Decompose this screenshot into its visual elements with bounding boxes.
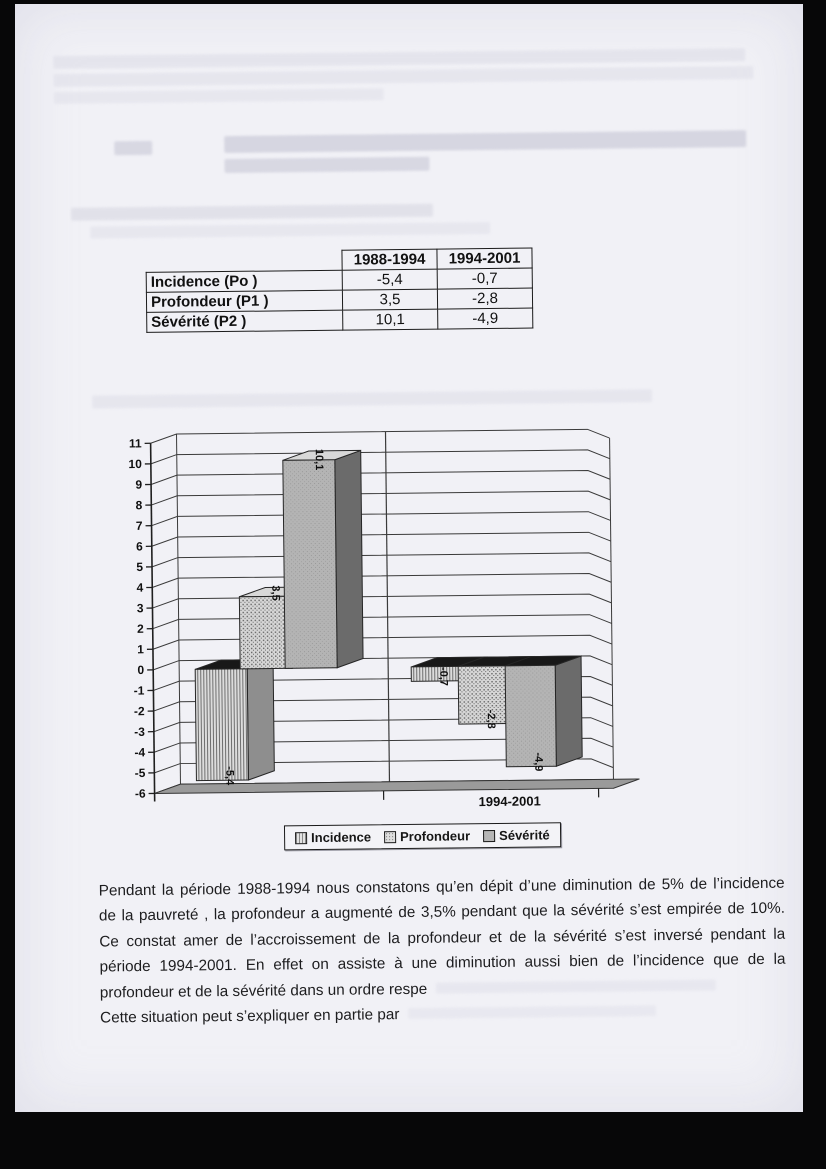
gridline [151,429,610,443]
faint-text-line [53,48,745,69]
legend-label: Incidence [311,829,372,846]
y-tick-label: 7 [135,518,143,533]
legend-item-incidence [295,829,371,845]
bar-value-label: 10,1 [312,448,325,471]
paragraph-line: Pendant la période 1988-1994 nous constatons qu’en dépit d’une diminution de 5% de l’incidence [98,874,785,900]
legend-item-profondeur [384,828,470,844]
y-tick-label: -2 [133,704,145,719]
faint-heading-line [224,130,746,153]
y-tick-label: 3 [136,601,144,616]
legend-label: Sévérité [499,827,550,843]
legend-item-severite [483,827,550,843]
value-cell: 10,1 [343,309,438,330]
faint-text-tail [436,979,716,993]
faint-heading-line [224,157,429,173]
value-cell: 3,5 [342,289,437,310]
y-tick-label: 4 [136,580,144,595]
faint-text-line [92,389,652,408]
gridline [152,594,611,608]
category-axis-label: 1994-2001 [478,793,541,810]
paragraph-line: période 1994-2001. En effet on assiste à une diminution aussi bien de l’incidence que de la [99,950,786,976]
bar-side-face [247,660,274,781]
y-tick-label: 6 [136,539,143,554]
chart-legend [284,822,561,850]
col-header: 1994-2001 [437,248,532,269]
col-header: 1988-1994 [342,249,437,270]
category-divider [385,432,389,782]
bar-value-label: -5,4 [223,766,236,786]
wall-edge [177,434,181,784]
row-label: Sévérité (P2 ) [147,310,343,332]
y-tick-label: -4 [134,745,146,760]
value-cell: -5,4 [342,269,437,290]
faint-text-line [71,204,433,221]
y-tick-label: 5 [136,559,144,575]
faint-text-tail [408,1005,656,1019]
row-label: Incidence (Po ) [146,270,342,292]
gridline [151,470,610,484]
value-cell: -0,7 [437,268,532,289]
faint-text-line [90,222,490,239]
page [15,4,803,1112]
bar-value-label: -2,8 [484,709,497,729]
paragraph-line: de la pauvreté , la profondeur a augmenté de 3,5% pendant que la sévérité s’est empirée de 10%. [98,900,786,925]
value-cell: -2,8 [437,288,532,309]
bar-side-face [555,656,582,766]
bar-value-label: -4,9 [532,752,545,772]
wall-edge [610,438,614,788]
bar-value-label: 3,5 [269,585,282,601]
bar-front-face [411,666,461,681]
legend-swatch-icon [384,831,396,843]
table-row [147,308,533,332]
paragraph [99,871,787,1031]
y-tick-label: -6 [134,786,146,801]
bar-value-label: -0,7 [437,666,450,687]
bar-front-face [195,669,248,781]
bar-front-face [458,666,509,724]
value-cell: -4,9 [438,308,533,329]
legend-label: Profondeur [399,828,471,845]
bar-front-face [283,460,337,669]
legend-swatch-icon [295,832,307,844]
chart-figure [115,410,650,826]
y-tick-label: -3 [134,724,145,739]
y-tick-label: 0 [137,662,145,678]
faint-text-line [53,66,753,87]
y-tick-label: 11 [128,436,142,451]
paragraph-line-text: profondeur et de la sévérité dans un ordre respe [99,980,428,1002]
gridline [153,614,612,628]
y-axis [151,443,155,801]
legend-swatch-icon [483,829,495,841]
bar-side-face [335,450,363,667]
gridline [152,532,611,546]
data-table [145,248,533,333]
gridline [151,511,610,525]
faint-heading-number [114,141,152,155]
gridline [151,491,610,505]
y-tick-label: 2 [136,621,144,636]
y-tick-label: 1 [137,642,145,657]
y-tick-label: -1 [133,683,145,698]
table-corner-cell [146,250,342,272]
paragraph-line: Ce constat amer de l’accroissement de la profondeur et de la sévérité s’est inversé pendant la [99,925,786,951]
gridline [153,635,612,649]
y-tick-label: 9 [135,477,143,492]
bar-chart-svg [115,410,650,826]
page-content [9,0,810,1116]
gridline [152,573,611,587]
bar-front-face [505,665,556,767]
gridline [152,553,611,567]
paragraph-line-text: Cette situation peut s’expliquer en partie par [100,1006,400,1027]
y-tick-label: -5 [134,765,146,781]
gridline [151,450,610,464]
y-tick-label: 8 [135,498,143,513]
y-tick-label: 10 [128,456,142,472]
faint-text-line [54,88,384,104]
row-label: Profondeur (P1 ) [146,290,342,312]
